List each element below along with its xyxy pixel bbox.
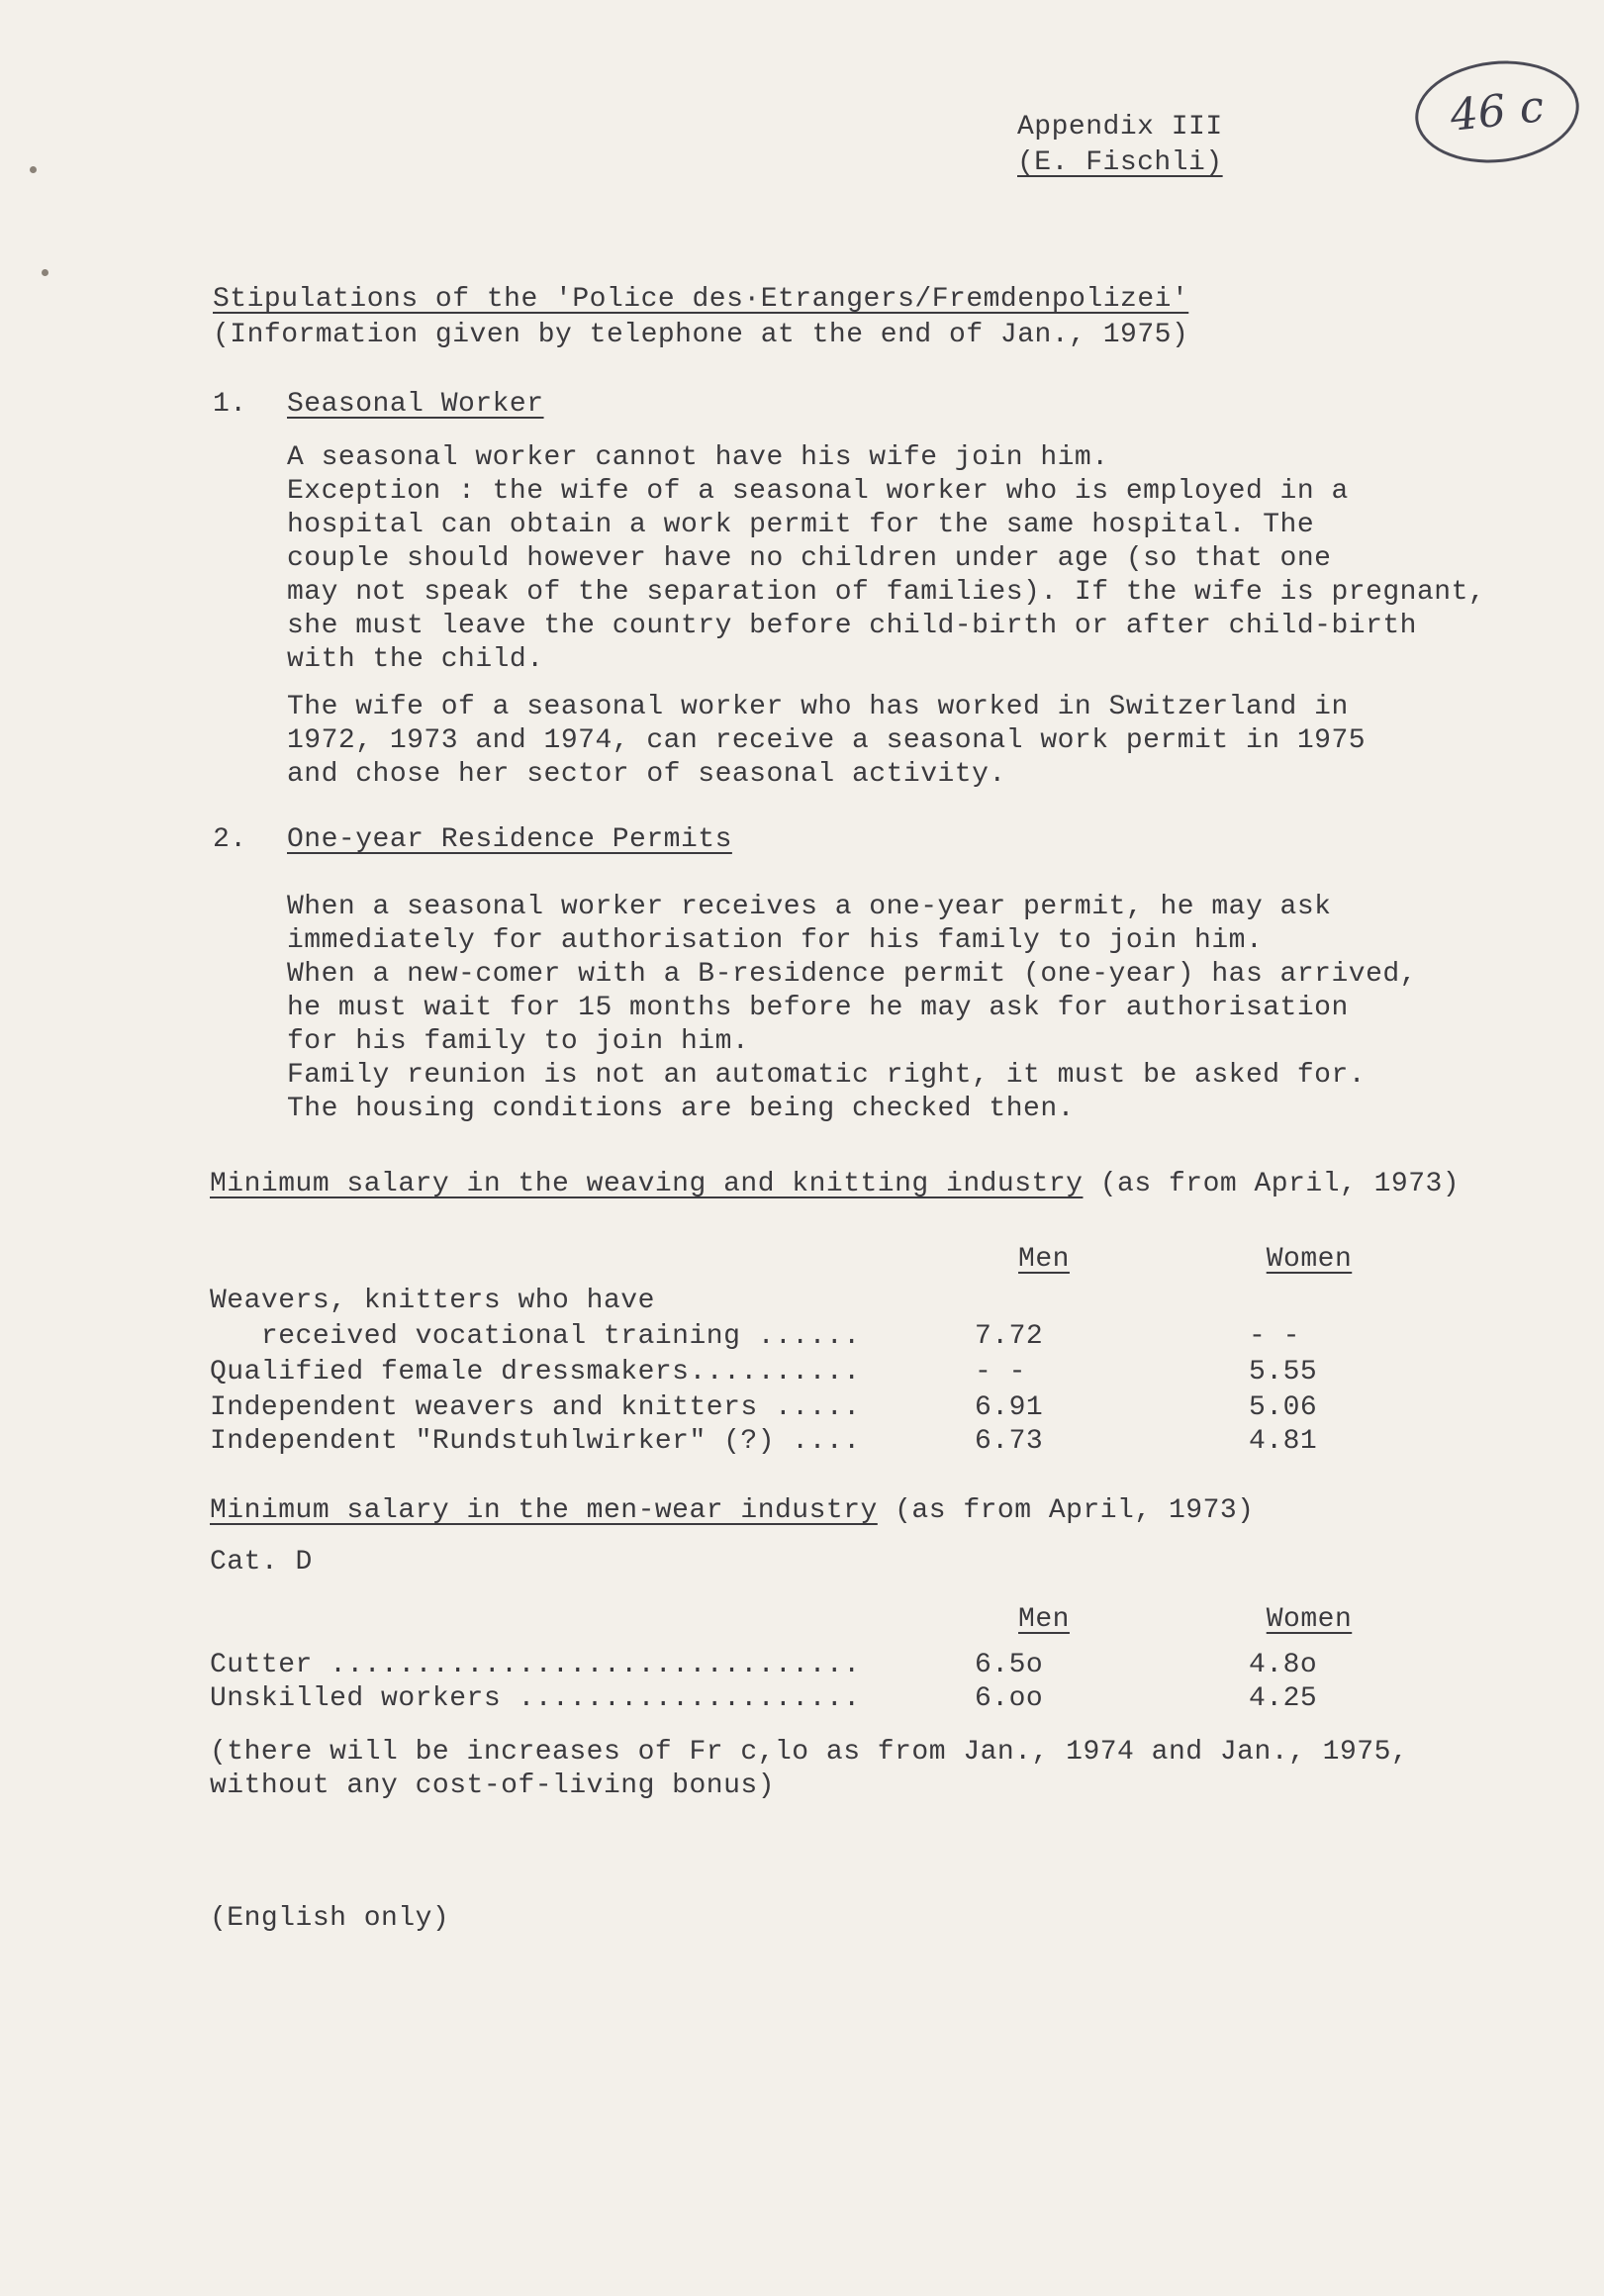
column-header-women: Women: [1266, 1604, 1353, 1635]
text-line: with the child.: [287, 644, 544, 675]
text-line: immediately for authorisation for his family to join him.: [287, 925, 1264, 956]
text-line: she must leave the country before child-birth or after child-birth: [287, 611, 1417, 641]
text-line: may not speak of the separation of families). If the wife is pregnant,: [287, 577, 1486, 608]
page-number-stamp: 46 c: [1410, 53, 1584, 171]
table-cell-women: 4.8o: [1249, 1650, 1318, 1680]
table-row-label: Cutter ...............................: [210, 1650, 861, 1680]
text-line: The wife of a seasonal worker who has worked in Switzerland in: [287, 692, 1349, 722]
table-cell-men: 6.73: [975, 1426, 1044, 1457]
table-row-label: Unskilled workers ....................: [210, 1683, 861, 1714]
category-label: Cat. D: [210, 1547, 313, 1578]
text-line: The housing conditions are being checked then.: [287, 1094, 1075, 1124]
table-cell-men: 7.72: [975, 1321, 1044, 1352]
footnote-line: (there will be increases of Fr c,lo as from Jan., 1974 and Jan., 1975,: [210, 1737, 1409, 1768]
speck: [42, 269, 48, 276]
text-line: for his family to join him.: [287, 1026, 750, 1057]
table-cell-women: 4.25: [1249, 1683, 1318, 1714]
column-header-men: Men: [1018, 1604, 1070, 1635]
section-number: 1.: [213, 389, 247, 420]
column-header-men: Men: [1018, 1244, 1070, 1275]
table-cell-men: 6.91: [975, 1392, 1044, 1423]
text-line: couple should however have no children under age (so that one: [287, 543, 1332, 574]
table-cell-men: 6.5o: [975, 1650, 1044, 1680]
text-line: Exception : the wife of a seasonal worker who is employed in a: [287, 476, 1349, 507]
section1-paragraph1: [287, 441, 1514, 677]
menwear-heading: Minimum salary in the men-wear industry: [210, 1495, 878, 1526]
table-cell-women: - -: [1249, 1321, 1300, 1352]
weaving-heading-line: [210, 1168, 1460, 1201]
table-cell-men: 6.oo: [975, 1683, 1044, 1714]
text-line: A seasonal worker cannot have his wife join him.: [287, 442, 1109, 473]
section-heading: One-year Residence Permits: [287, 824, 732, 855]
weaving-note: (as from April, 1973): [1083, 1169, 1461, 1199]
footnote-line: without any cost-of-living bonus): [210, 1770, 775, 1801]
table-row-label: received vocational training ......: [210, 1321, 861, 1352]
table-cell-men: - -: [975, 1357, 1026, 1387]
text-line: When a new-comer with a B-residence permit (one-year) has arrived,: [287, 959, 1417, 990]
text-line: he must wait for 15 months before he may ask for authorisation: [287, 993, 1349, 1023]
weaving-heading: Minimum salary in the weaving and knitting industry: [210, 1169, 1084, 1199]
section1-paragraph2: [287, 691, 1514, 792]
table-row-label: Qualified female dressmakers..........: [210, 1357, 861, 1387]
section-heading: Seasonal Worker: [287, 389, 544, 420]
text-line: When a seasonal worker receives a one-year permit, he may ask: [287, 892, 1332, 922]
text-line: Family reunion is not an automatic right, it must be asked for.: [287, 1060, 1367, 1091]
document-title: Stipulations of the 'Police des·Etrangers/Fremdenpolizei': [213, 284, 1189, 315]
document-subtitle: (Information given by telephone at the end of Jan., 1975): [213, 320, 1189, 350]
section2-paragraph: [287, 891, 1514, 1126]
section-number: 2.: [213, 824, 247, 855]
table-cell-women: 4.81: [1249, 1426, 1318, 1457]
menwear-heading-line: [210, 1494, 1254, 1528]
speck: [30, 166, 37, 173]
table-cell-women: 5.55: [1249, 1357, 1318, 1387]
text-line: and chose her sector of seasonal activity.: [287, 759, 1006, 790]
menwear-note: (as from April, 1973): [877, 1495, 1255, 1526]
language-note: (English only): [210, 1903, 450, 1934]
table-row-label: Weavers, knitters who have: [210, 1286, 655, 1316]
table-row-label: Independent weavers and knitters .....: [210, 1392, 861, 1423]
text-line: hospital can obtain a work permit for the same hospital. The: [287, 510, 1315, 540]
column-header-women: Women: [1266, 1244, 1353, 1275]
table-cell-women: 5.06: [1249, 1392, 1318, 1423]
appendix-author: (E. Fischli): [1017, 147, 1223, 178]
table-row-label: Independent "Rundstuhlwirker" (?) ....: [210, 1426, 861, 1457]
appendix-label: Appendix III: [1017, 112, 1223, 143]
text-line: 1972, 1973 and 1974, can receive a seasonal work permit in 1975: [287, 725, 1367, 756]
